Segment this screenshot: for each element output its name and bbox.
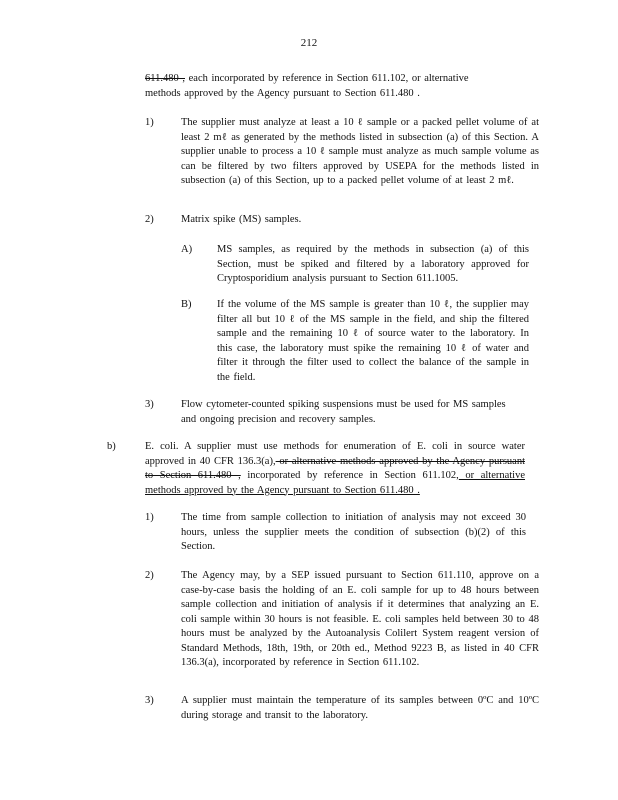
- item-label: 3): [145, 695, 154, 706]
- b-text-2: incorporated by reference in Section 611.102,: [240, 470, 459, 481]
- item-text: If the volume of the MS sample is greater than 10 ℓ, the supplier may filter all but 10 ℓ of the MS sample in the field, and ship the filtered sample and the remaining 10 ℓ of source water to the laboratory. In this case, the laboratory must spike the remaining 10 ℓ of water and filter it through the filter used to collect the balance of the sample in the field.: [217, 299, 529, 383]
- item-text: A supplier must maintain the temperature of its samples between 0ºC and 10ºC during storage and transit to the laboratory.: [181, 695, 539, 721]
- item-text: Matrix spike (MS) samples.: [181, 214, 302, 225]
- item-label: B): [181, 299, 192, 310]
- item-label: 2): [145, 570, 154, 581]
- b-text: E. coli. A supplier must use methods for enumeration of E. coli in source water approved in 40 CFR 136.3(a),: [145, 441, 525, 467]
- item-label: A): [181, 244, 193, 255]
- intro-text: each incorporated by reference in Section 611.102, or alternative methods approved by the Agency pursuant to Section 611.480 .: [145, 73, 469, 99]
- item-label: 2): [145, 214, 154, 225]
- item-label: 1): [145, 117, 154, 128]
- b-struck-text: or alternative methods approved by the Agency pursuant to Section 611.480 ,: [145, 455, 525, 481]
- item-label: 1): [145, 512, 154, 523]
- item-label: 3): [145, 399, 154, 410]
- section-label: b): [107, 441, 116, 452]
- item-text: The Agency may, by a SEP issued pursuant to Section 611.110, approve on a case-by-case basis the holding of an E. coli sample for up to 48 hours between sample collection and initiation of analysis if it determines that analyzing an E. coli sample within 30 hours is not feasible. E. coli samples held between 30 to 48 hours must be analyzed by the Autoanalysis Colilert System reagent version of Standard Methods, 18th, 19th, or 20th ed., Method 9223 B, as listed in 40 CFR 136.3(a), incorporated by reference in Section 611.102.: [181, 570, 539, 668]
- b-underlined-text: or alternative methods approved by the Agency pursuant to Section 611.480 .: [145, 470, 526, 496]
- item-text: Flow cytometer-counted spiking suspensions must be used for MS samples and ongoing precision and recovery samples.: [181, 399, 506, 425]
- item-text: MS samples, as required by the methods in subsection (a) of this Section, must be spiked and filtered by a laboratory approved for Cryptosporidium analysis pursuant to Section 611.1005.: [217, 244, 529, 284]
- item-text: The supplier must analyze at least a 10 ℓ sample or a packed pellet volume of at least 2 mℓ as generated by the methods listed in subsection (a) of this Section. A supplier unable to process a 10 ℓ sample must analyze as much sample volume as can be filtered by two filters approved by USEPA for the methods listed in subsection (a) of this Section, up to a packed pellet volume of at least 2 mℓ.: [181, 117, 539, 186]
- intro-struck-text: 611.480 ,: [145, 73, 185, 84]
- intro-paragraph: [145, 72, 490, 101]
- item-text: The time from sample collection to initiation of analysis may not exceed 30 hours, unless the supplier meets the condition of subsection (b)(2) of this Section.: [181, 512, 526, 552]
- section-b-paragraph: [145, 440, 525, 498]
- page-number: 212: [300, 37, 318, 49]
